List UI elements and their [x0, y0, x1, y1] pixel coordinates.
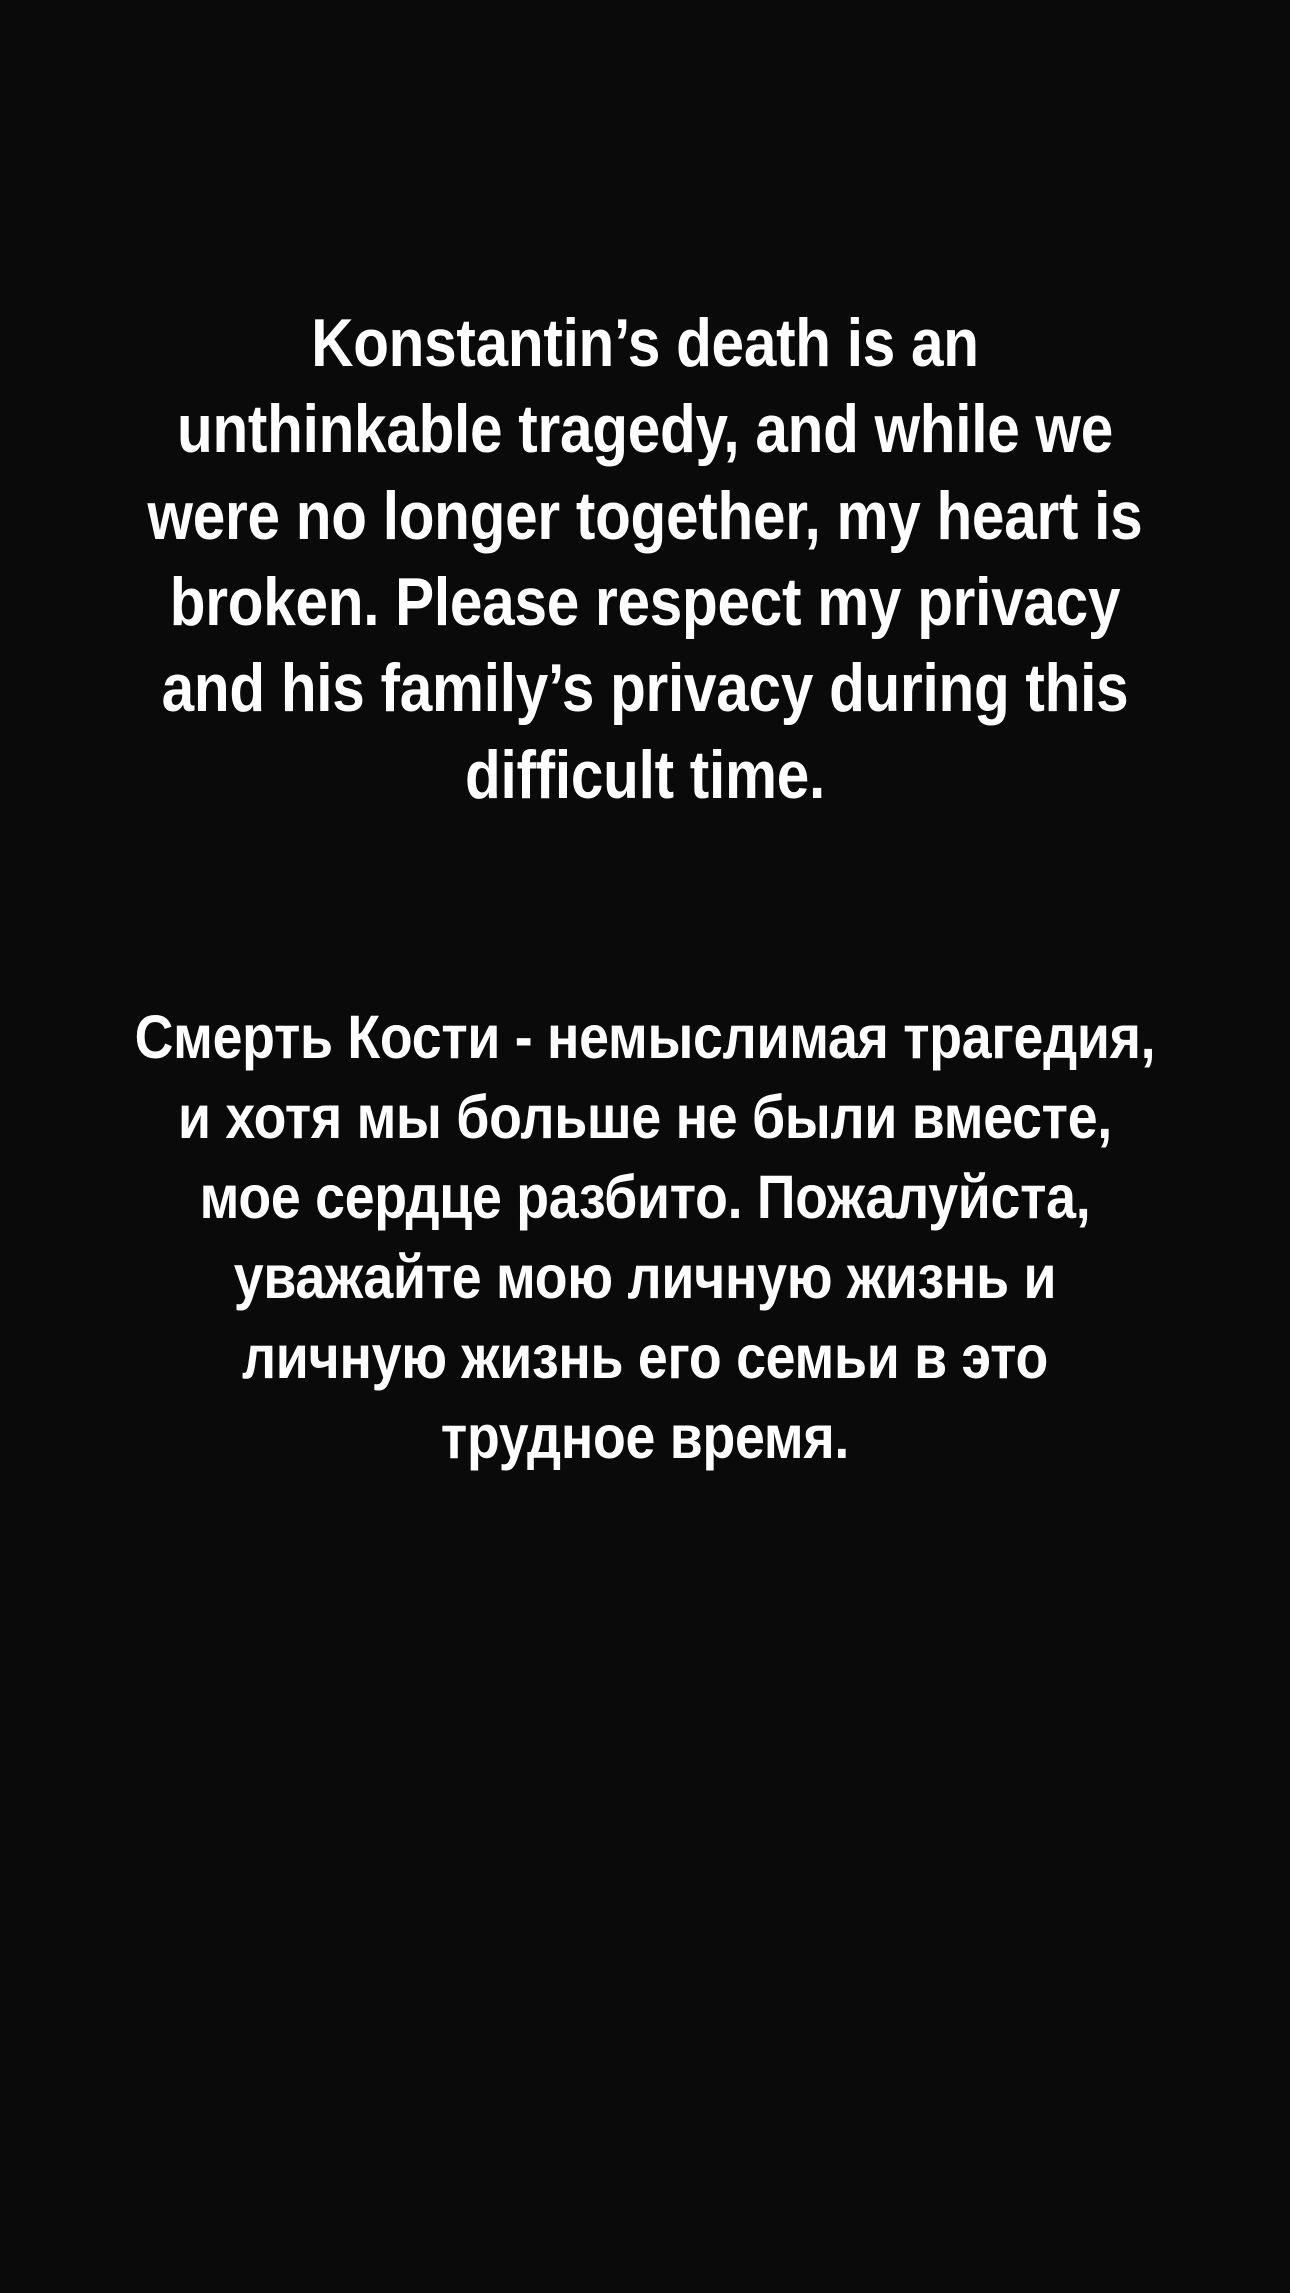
statement-english: Konstantin’s death is an unthinkable tragedy, and while we were no longer together, my heart is broken. Please respect my privacy and his family’s privacy during this difficult time.: [147, 305, 1143, 813]
statement-russian: Смерть Кости - немыслимая трагедия, и хотя мы больше не были вместе, мое сердце разбито. Пожалуйста, уважайте мою личную жизнь и личную жизнь его семьи в это трудное время.: [134, 1003, 1156, 1471]
